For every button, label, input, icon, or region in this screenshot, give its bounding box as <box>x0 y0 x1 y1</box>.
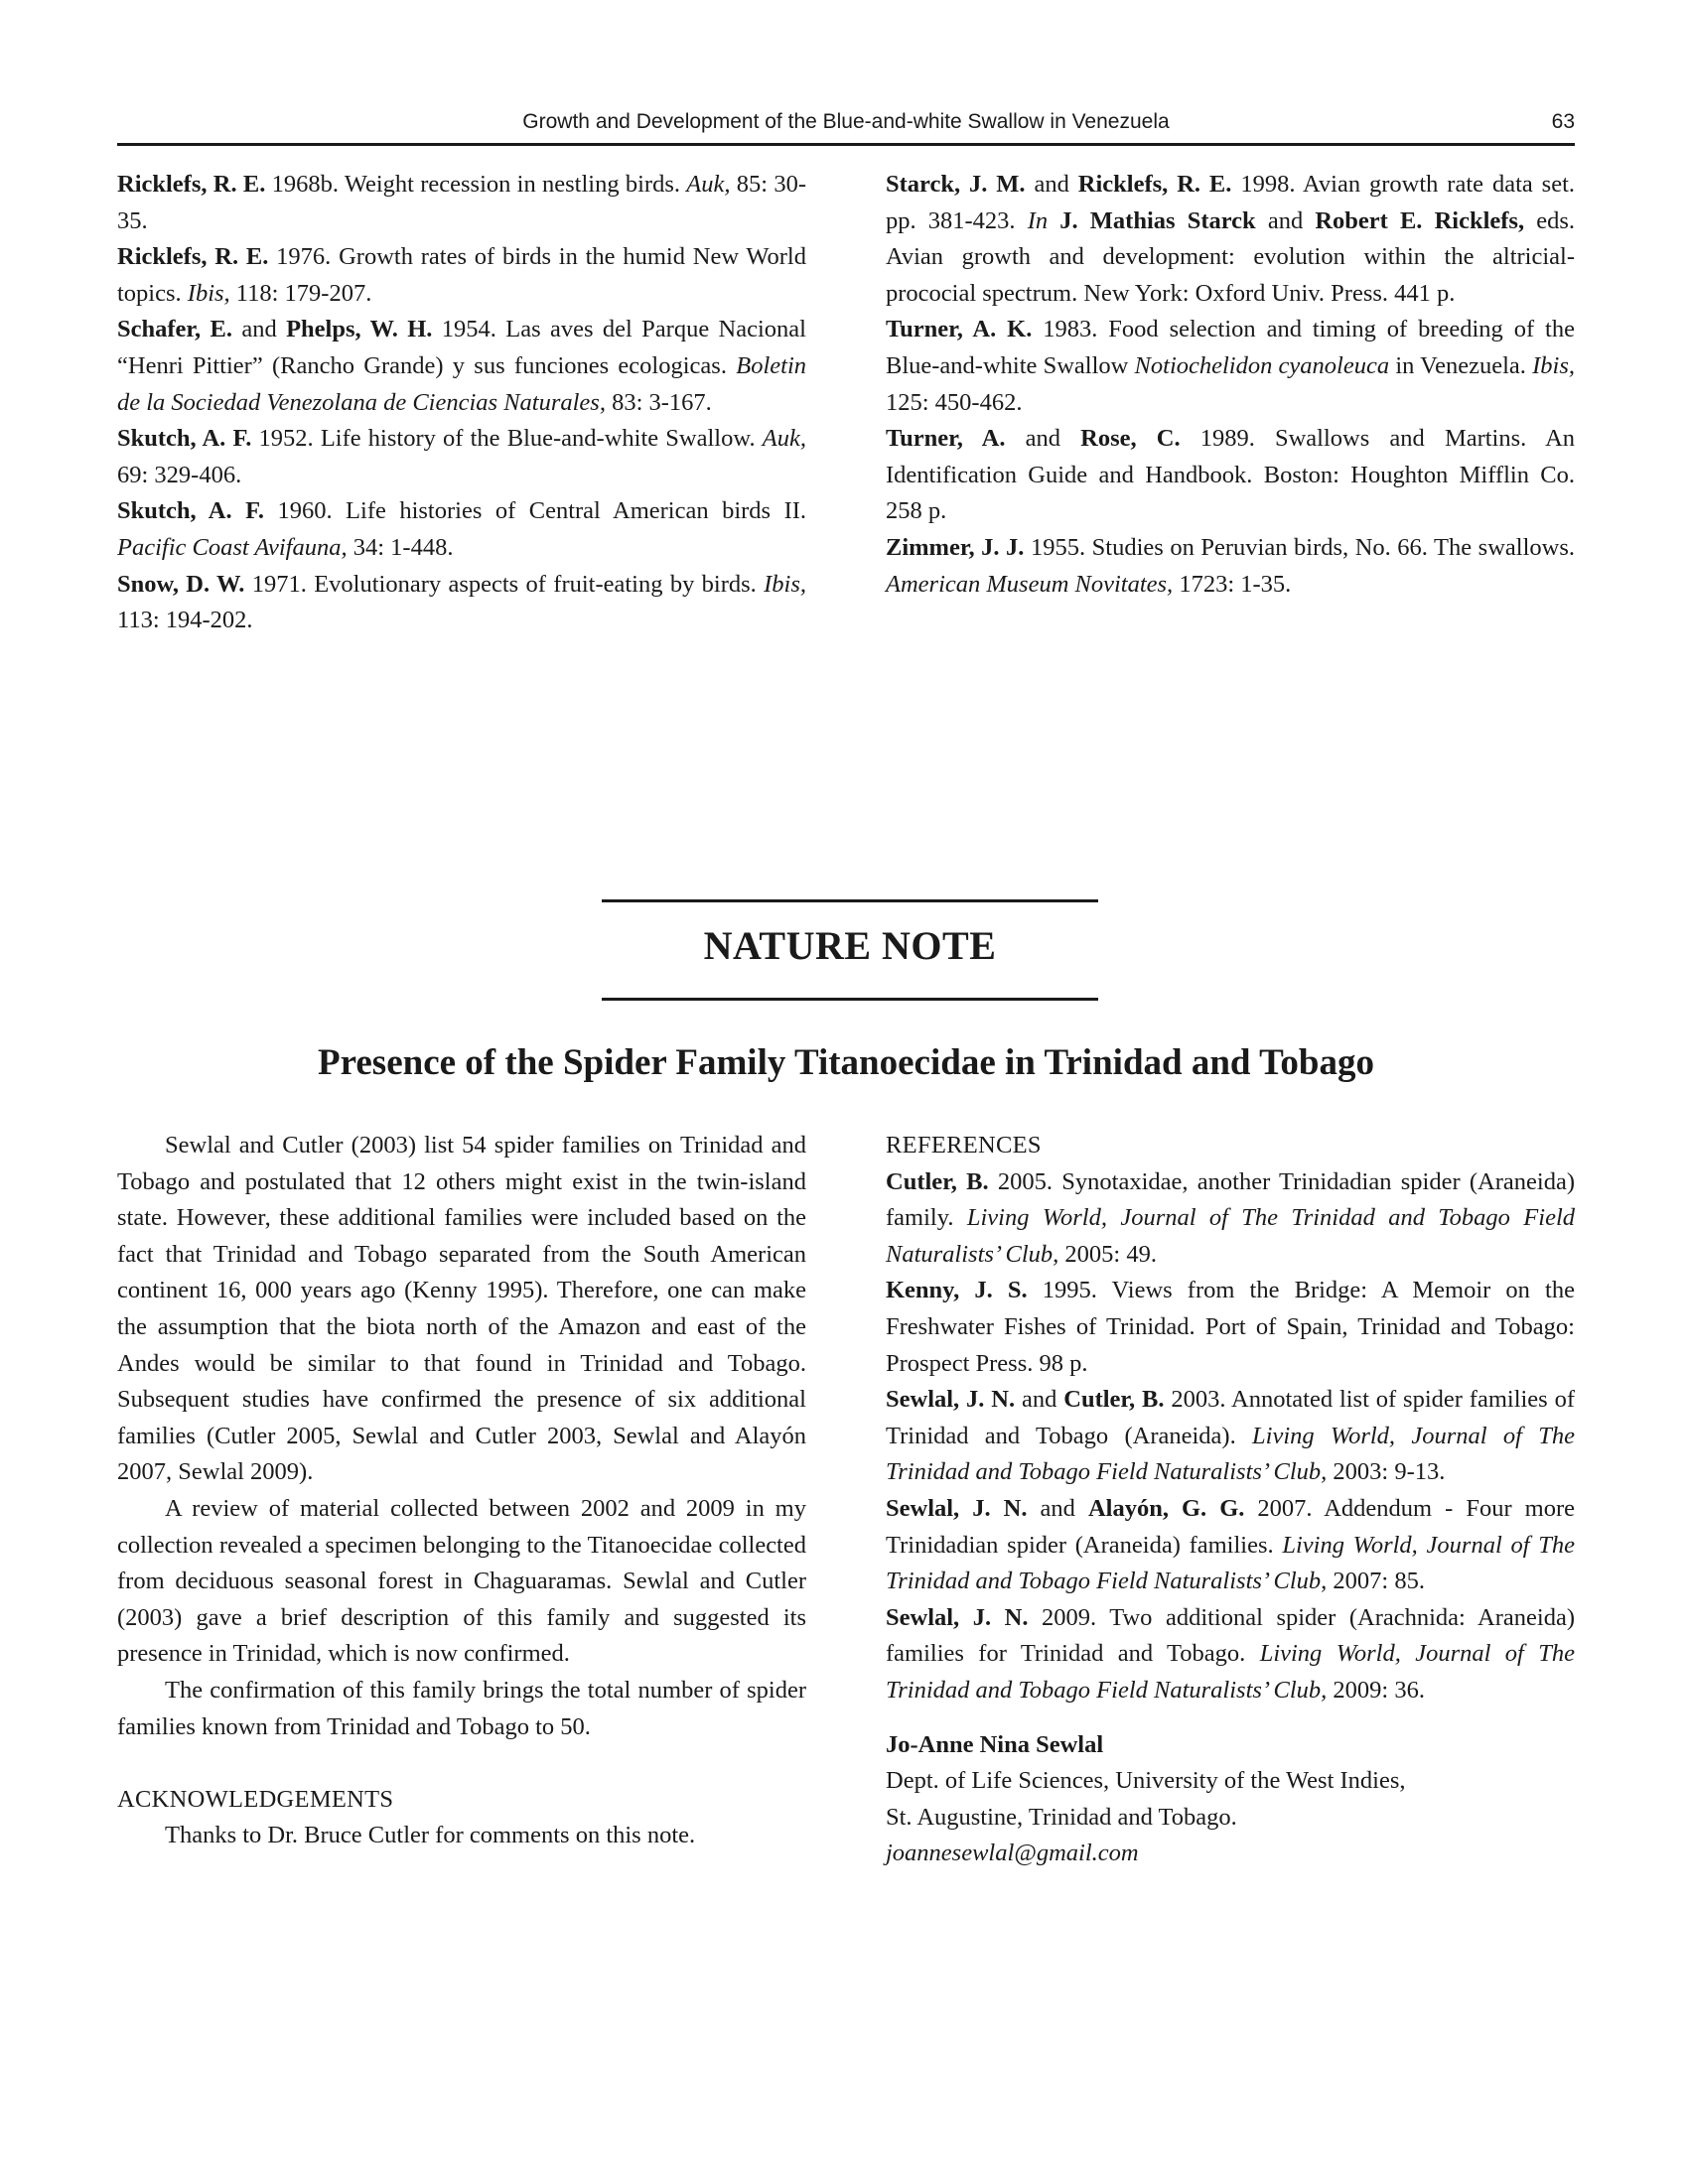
ref-journal: Ibis, <box>187 279 230 307</box>
references-heading: REFERENCES <box>886 1132 1042 1159</box>
ref-author: Skutch, A. F. <box>117 497 264 525</box>
ref-author: Schafer, E. <box>117 316 232 343</box>
reference-entry <box>117 421 806 493</box>
ref-journal: Boletin de la Sociedad Venezolana de Ciencias Naturales, <box>117 351 806 416</box>
ref-author: Robert E. Ricklefs, <box>1315 206 1525 234</box>
author-name: Jo-Anne Nina Sewlal <box>886 1730 1104 1758</box>
ref-journal: Living World, Journal of The Trinidad and Tobago Field Naturalists’ Club, <box>886 1640 1576 1704</box>
body-paragraph: A review of material collected between 2002 and 2009 in my collection revealed a specimen belonging to the Titanoecidae collected from deciduous seasonal forest in Chaguaramas. Sewlal and Cutler (2003) gave a brief description of this family and suggested its presence in Trinidad, which is now confirmed. <box>117 1494 806 1668</box>
running-title: Growth and Development of the Blue-and-white Swallow in Venezuela <box>522 110 1170 133</box>
ref-author: Rose, C. <box>1080 425 1181 453</box>
reference-entry <box>886 1164 1575 1274</box>
ref-text: 2007: 85. <box>1327 1568 1425 1595</box>
nature-note-title: NATURE NOTE <box>703 923 997 968</box>
ref-journal: Auk, <box>762 425 806 453</box>
ref-text: 34: 1-448. <box>347 533 454 561</box>
ref-text <box>1048 207 1059 234</box>
reference-entry <box>886 167 1575 312</box>
acknowledgements-heading: ACKNOWLEDGEMENTS <box>117 1785 394 1813</box>
ref-text: 113: 194-202. <box>117 607 253 634</box>
ref-author: Ricklefs, R. E. <box>117 243 269 271</box>
ref-text: and <box>1015 1386 1064 1414</box>
ref-text: and <box>231 316 287 343</box>
reference-entry <box>886 312 1575 421</box>
author-email: joannesewlal@gmail.com <box>886 1840 1139 1867</box>
ref-text: eds. Avian growth and development: evolution within the altricial-prococial spectrum. New York: Oxford Univ. Press. 441 p. <box>886 206 1576 307</box>
reference-entry <box>117 239 806 312</box>
ref-text: 118: 179-207. <box>229 279 372 307</box>
section-spacer <box>117 1745 806 1782</box>
ref-text: 1998. Avian growth rate data set. pp. 381-423. <box>886 171 1576 234</box>
reference-entry <box>886 1491 1575 1600</box>
ref-author: Phelps, W. H. <box>286 316 433 343</box>
ref-author: Sewlal, J. N. <box>886 1386 1016 1414</box>
ref-author: Turner, A. K. <box>886 316 1033 343</box>
ref-text: 1995. Views from the Bridge: A Memoir on the Freshwater Fishes of Trinidad. Port of Spain, Trinidad and Tobago: Prospect Press. 98 p. <box>886 1277 1575 1377</box>
reference-entry <box>117 167 806 239</box>
ref-author: Turner, A. <box>886 425 1006 453</box>
ref-text: 1954. Las aves del Parque Nacional “Henri Pittier” (Rancho Grande) y sus funciones ecologicas. <box>117 316 806 379</box>
running-header <box>117 109 1575 146</box>
top-right-references <box>886 167 1575 603</box>
ref-author: Snow, D. W. <box>117 570 245 598</box>
nature-note-banner <box>602 899 1098 1001</box>
ref-text: 1976. Growth rates of birds in the humid New World topics. <box>117 243 806 307</box>
ref-text: 69: 329-406. <box>117 461 242 488</box>
ref-text: 2003: 9-13. <box>1327 1458 1446 1486</box>
ref-journal: Living World, Journal of The Trinidad and Tobago Field Naturalists’ Club, <box>886 1422 1575 1486</box>
author-affiliation: Dept. of Life Sciences, University of the West Indies, <box>886 1767 1406 1795</box>
ref-text: and <box>1027 1494 1088 1522</box>
reference-entry <box>117 493 806 566</box>
ref-author: Ricklefs, R. E. <box>1077 171 1232 198</box>
ref-text: 1952. Life history of the Blue-and-white Swallow. <box>251 425 763 453</box>
author-block <box>886 1727 1575 1872</box>
ref-text: 85: 30-35. <box>117 171 806 234</box>
ref-author: Zimmer, J. J. <box>886 533 1025 561</box>
ref-author: Kenny, J. S. <box>886 1277 1028 1304</box>
ref-author: Ricklefs, R. E. <box>117 171 266 198</box>
ref-text: in Venezuela. <box>1389 351 1533 379</box>
reference-entry <box>886 1382 1575 1491</box>
ref-text: and <box>1255 206 1316 234</box>
reference-entry <box>886 1600 1575 1709</box>
reference-entry <box>886 1273 1575 1382</box>
ref-author: Skutch, A. F. <box>117 425 252 453</box>
ref-text: 1983. Food selection and timing of breeding of the Blue-and-white Swallow <box>886 316 1575 379</box>
ref-author: Starck, J. M. <box>886 171 1026 198</box>
ref-journal: Notiochelidon cyanoleuca <box>1134 351 1390 379</box>
reference-entry <box>117 312 806 421</box>
ref-text: 2009: 36. <box>1327 1676 1425 1704</box>
body-paragraph: The confirmation of this family brings the total number of spider families known from Trinidad and Tobago to 50. <box>117 1676 806 1740</box>
ref-text: 2005. Synotaxidae, another Trinidadian spider (Araneida) family. <box>886 1167 1575 1232</box>
reference-entry <box>886 530 1575 603</box>
ref-author: Cutler, B. <box>886 1167 989 1195</box>
ref-journal: Living World, Journal of The Trinidad and Tobago Field Naturalists’ Club, <box>886 1531 1575 1595</box>
ref-text: and <box>1025 171 1078 198</box>
ref-text: 1723: 1-35. <box>1173 570 1292 598</box>
ref-journal: Living World, Journal of The Trinidad and Tobago Field Naturalists’ Club, <box>886 1204 1575 1268</box>
ref-journal: Pacific Coast Avifauna, <box>117 533 348 561</box>
ref-author: Alayón, G. G. <box>1087 1494 1245 1522</box>
ref-text: 125: 450-462. <box>886 388 1023 416</box>
ref-text: 83: 3-167. <box>605 388 712 416</box>
ref-text: 1960. Life histories of Central American birds II. <box>263 497 807 525</box>
ref-author: J. Mathias Starck <box>1059 206 1256 234</box>
ref-author: Sewlal, J. N. <box>886 1494 1028 1522</box>
ref-text: and <box>1005 425 1081 453</box>
article-body <box>117 1128 806 1854</box>
ref-author: Sewlal, J. N. <box>886 1603 1029 1631</box>
references-section <box>886 1128 1575 1872</box>
reference-entry <box>886 421 1575 530</box>
ref-journal: American Museum Novitates, <box>886 570 1174 598</box>
top-left-references <box>117 167 806 639</box>
ref-journal: In <box>1027 206 1049 234</box>
page-number: 63 <box>1551 110 1575 133</box>
reference-entry <box>117 567 806 639</box>
author-location: St. Augustine, Trinidad and Tobago. <box>886 1803 1237 1831</box>
body-paragraph: Sewlal and Cutler (2003) list 54 spider families on Trinidad and Tobago and postulated that 12 others might exist in the twin-island state. However, these additional families were included based on the fact that Trinidad and Tobago separated from the South American continent 16, 000 years ago (Kenny 1995). Therefore, one can make the assumption that the biota north of the Amazon and east of the Andes would be similar to that found in Trinidad and Tobago. Subsequent studies have confirmed the presence of six additional families (Cutler 2005, Sewlal and Cutler 2003, Sewlal and Alayón 2007, Sewlal 2009). <box>117 1132 806 1486</box>
ref-text: 2009. Two additional spider (Arachnida: Araneida) families for Trinidad and Tobago. <box>886 1603 1575 1668</box>
ref-text: 1989. Swallows and Martins. An Identification Guide and Handbook. Boston: Houghton Mifflin Co. 258 p. <box>886 425 1576 525</box>
ref-text: 1955. Studies on Peruvian birds, No. 66. The swallows. <box>1024 533 1575 561</box>
ref-text: 2003. Annotated list of spider families of Trinidad and Tobago (Araneida). <box>886 1386 1575 1449</box>
ref-journal: Auk, <box>686 171 731 198</box>
ref-text: 2007. Addendum - Four more Trinidadian spider (Araneida) families. <box>886 1494 1576 1559</box>
ref-text: 2005: 49. <box>1058 1240 1157 1268</box>
ref-text: 1968b. Weight recession in nestling birds. <box>265 171 687 198</box>
acknowledgements-text: Thanks to Dr. Bruce Cutler for comments on this note. <box>165 1822 696 1849</box>
article-title: Presence of the Spider Family Titanoecidae in Trinidad and Tobago <box>318 1042 1374 1083</box>
ref-text: 1971. Evolutionary aspects of fruit-eating by birds. <box>244 570 765 598</box>
ref-journal: Ibis, <box>1532 351 1575 379</box>
ref-journal: Ibis, <box>764 570 806 598</box>
ref-author: Cutler, B. <box>1063 1386 1165 1414</box>
